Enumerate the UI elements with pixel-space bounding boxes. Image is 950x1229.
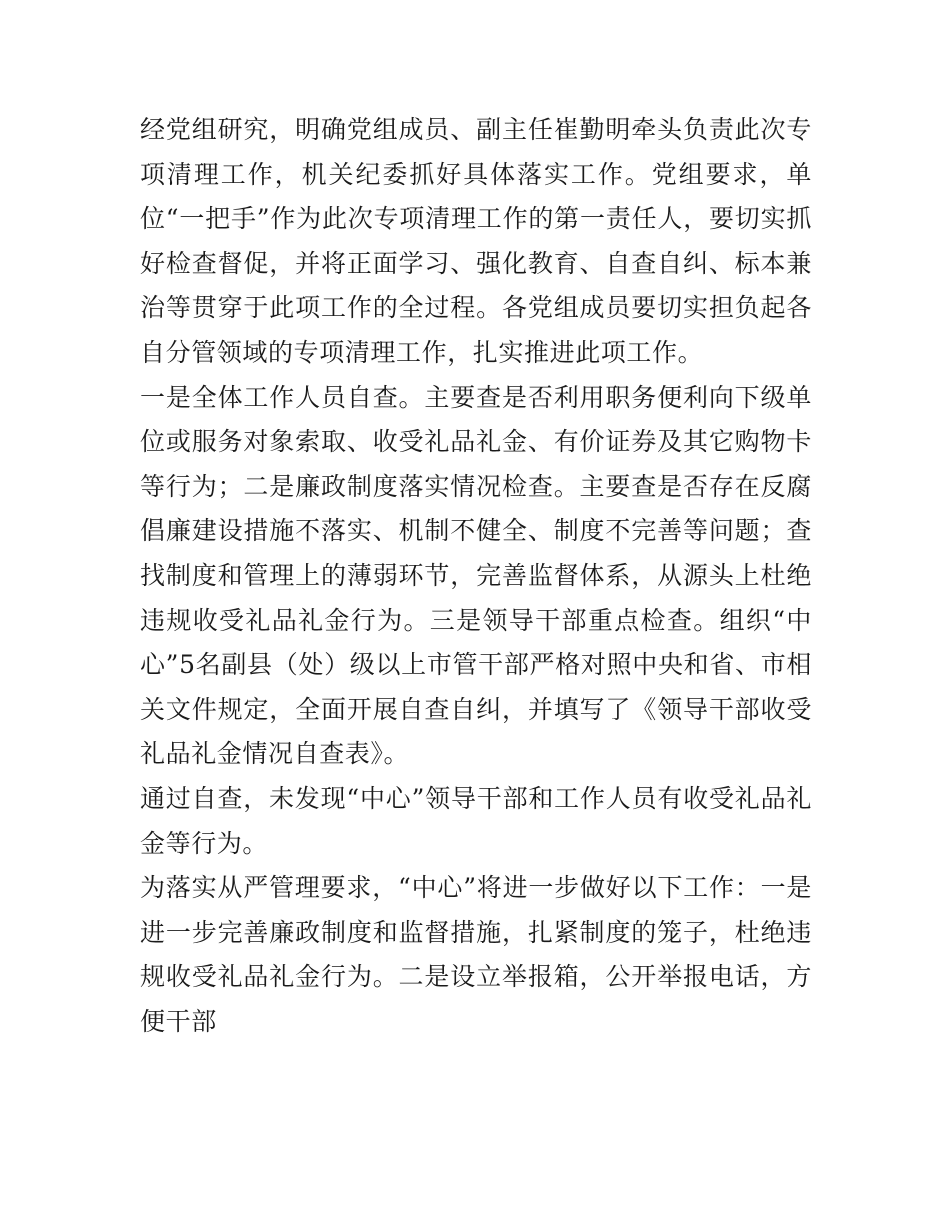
- paragraph-1: 经党组研究，明确党组成员、副主任崔勤明牵头负责此次专项清理工作，机关纪委抓好具体落实工作。党组要求，单位“一把手”作为此次专项清理工作的第一责任人，要切实抓好检查督促，并将正面学习、强化教育、自查自纠、标本兼治等贯穿于此项工作的全过程。各党组成员要切实担负起各自分管领域的专项清理工作，扎实推进此项工作。: [140, 115, 812, 367]
- paragraph-2: 一是全体工作人员自查。主要查是否利用职务便利向下级单位或服务对象索取、收受礼品礼金、有价证券及其它购物卡等行为；二是廉政制度落实情况检查。主要查是否存在反腐倡廉建设措施不落实、机制不健全、制度不完善等问题；查找制度和管理上的薄弱环节，完善监督体系，从源头上杜绝违规收受礼品礼金行为。三是领导干部重点检查。组织“中心”5名副县（处）级以上市管干部严格对照中央和省、市相关文件规定，全面开展自查自纠，并填写了《领导干部收受礼品礼金情况自查表》。: [140, 382, 812, 769]
- paragraph-4: 为落实从严管理要求，“中心”将进一步做好以下工作：一是进一步完善廉政制度和监督措施，扎紧制度的笼子，杜绝违规收受礼品礼金行为。二是设立举报箱，公开举报电话，方便干部: [140, 873, 812, 1036]
- document-body: [140, 108, 812, 1044]
- paragraph-3: 通过自查，未发现“中心”领导干部和工作人员有收受礼品礼金等行为。: [140, 783, 812, 858]
